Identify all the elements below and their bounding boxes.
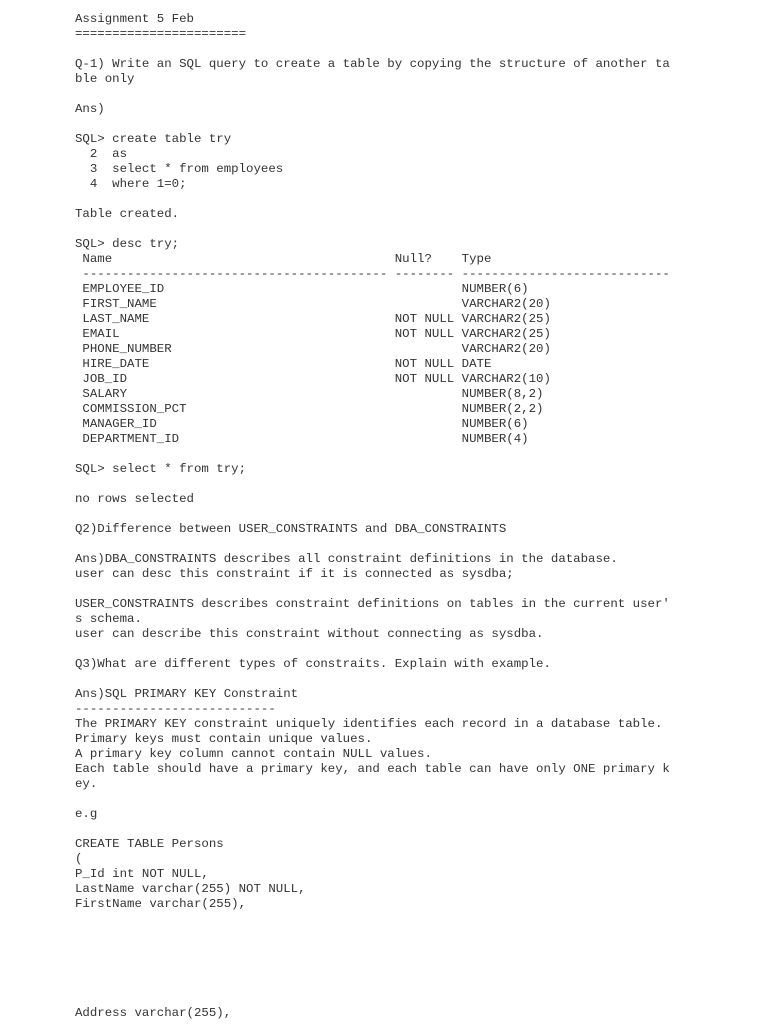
text-line	[75, 792, 755, 807]
text-line: SALARY NUMBER(8,2)	[75, 387, 544, 401]
text-line: MANAGER_ID NUMBER(6)	[75, 417, 529, 431]
document-tail-line: Address varchar(255),	[75, 1006, 232, 1020]
text-line: Q3)What are different types of constraits. Explain with example.	[75, 657, 551, 671]
text-line: SQL> desc try;	[75, 237, 180, 251]
text-line	[75, 507, 755, 522]
text-line	[75, 672, 755, 687]
text-line: ey.	[75, 777, 98, 791]
text-line	[75, 117, 755, 132]
text-line: Assignment 5 Feb	[75, 12, 194, 26]
text-line: 4 where 1=0;	[75, 177, 187, 191]
text-line: s schema.	[75, 612, 142, 626]
text-line	[75, 447, 755, 462]
text-line: no rows selected	[75, 492, 194, 506]
text-line	[75, 192, 755, 207]
text-line: Primary keys must contain unique values.	[75, 732, 373, 746]
text-line: CREATE TABLE Persons	[75, 837, 224, 851]
text-line: user can describe this constraint without connecting as sysdba.	[75, 627, 544, 641]
text-line: FIRST_NAME VARCHAR2(20)	[75, 297, 551, 311]
text-line: PHONE_NUMBER VARCHAR2(20)	[75, 342, 551, 356]
text-line: 2 as	[75, 147, 128, 161]
text-line: SQL> select * from try;	[75, 462, 247, 476]
text-line: ----------------------------------------- -------- ----------------------------	[75, 267, 670, 281]
text-line: P_Id int NOT NULL,	[75, 867, 209, 881]
text-line: The PRIMARY KEY constraint uniquely identifies each record in a database table.	[75, 717, 663, 731]
text-line: Table created.	[75, 207, 180, 221]
text-line	[75, 87, 755, 102]
text-line: ---------------------------	[75, 702, 276, 716]
text-line	[75, 477, 755, 492]
text-line: USER_CONSTRAINTS describes constraint definitions on tables in the current user'	[75, 597, 670, 611]
text-line: Ans)	[75, 102, 105, 116]
text-line: Each table should have a primary key, and each table can have only ONE primary k	[75, 762, 670, 776]
text-line: Name Null? Type	[75, 252, 492, 266]
text-line: LAST_NAME NOT NULL VARCHAR2(25)	[75, 312, 551, 326]
text-line: A primary key column cannot contain NULL values.	[75, 747, 432, 761]
text-line	[75, 222, 755, 237]
text-line: EMPLOYEE_ID NUMBER(6)	[75, 282, 529, 296]
text-line: Q-1) Write an SQL query to create a table by copying the structure of another ta	[75, 57, 670, 71]
text-line: LastName varchar(255) NOT NULL,	[75, 882, 306, 896]
text-line: COMMISSION_PCT NUMBER(2,2)	[75, 402, 544, 416]
text-line: HIRE_DATE NOT NULL DATE	[75, 357, 492, 371]
text-line: e.g	[75, 807, 98, 821]
text-line	[75, 537, 755, 552]
text-line	[75, 822, 755, 837]
text-line: SQL> create table try	[75, 132, 232, 146]
text-line: Ans)DBA_CONSTRAINTS describes all constraint definitions in the database.	[75, 552, 618, 566]
text-line: FirstName varchar(255),	[75, 897, 247, 911]
text-line	[75, 42, 755, 57]
text-line: DEPARTMENT_ID NUMBER(4)	[75, 432, 529, 446]
text-line: ble only	[75, 72, 135, 86]
text-line: 3 select * from employees	[75, 162, 284, 176]
text-line: (	[75, 852, 83, 866]
text-line: user can desc this constraint if it is connected as sysdba;	[75, 567, 514, 581]
text-line: =======================	[75, 27, 247, 41]
document-body	[75, 12, 755, 912]
text-line: Ans)SQL PRIMARY KEY Constraint	[75, 687, 299, 701]
text-line: JOB_ID NOT NULL VARCHAR2(10)	[75, 372, 551, 386]
text-line: Q2)Difference between USER_CONSTRAINTS and DBA_CONSTRAINTS	[75, 522, 507, 536]
text-line: EMAIL NOT NULL VARCHAR2(25)	[75, 327, 551, 341]
text-line	[75, 642, 755, 657]
text-line	[75, 582, 755, 597]
